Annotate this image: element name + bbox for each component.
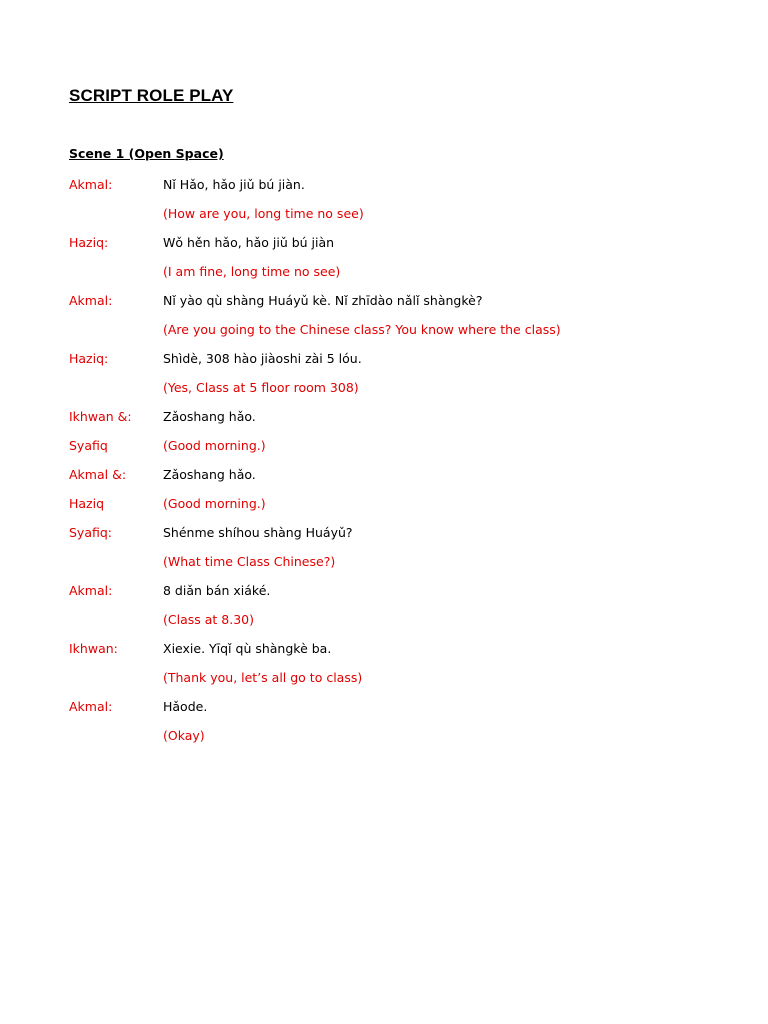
speaker-name: Akmal: bbox=[69, 177, 113, 192]
translation-line bbox=[69, 315, 729, 344]
speaker-name: Syafiq bbox=[69, 438, 108, 453]
translation-text: (Good morning.) bbox=[163, 438, 266, 453]
speaker-name: Akmal: bbox=[69, 699, 113, 714]
dialogue-line bbox=[69, 634, 729, 663]
translation-text: (Yes, Class at 5 floor room 308) bbox=[163, 380, 359, 395]
dialogue-text: Shìdè, 308 hào jiàoshi zài 5 lóu. bbox=[163, 351, 362, 366]
document-title: SCRIPT ROLE PLAY bbox=[69, 86, 234, 105]
scene-heading: Scene 1 (Open Space) bbox=[69, 146, 224, 161]
speaker-name: Haziq: bbox=[69, 351, 109, 366]
speaker-name: Akmal: bbox=[69, 583, 113, 598]
speaker-name: Haziq bbox=[69, 496, 105, 511]
dialogue-text: Shénme shíhou shàng Huáyǔ? bbox=[163, 525, 353, 540]
speaker-name: Ikhwan &: bbox=[69, 409, 132, 424]
translation-line bbox=[69, 199, 729, 228]
script-body bbox=[69, 170, 729, 750]
translation-text: (Class at 8.30) bbox=[163, 612, 254, 627]
dialogue-text: Wǒ hěn hǎo, hǎo jiǔ bú jiàn bbox=[163, 235, 335, 250]
translation-line bbox=[69, 431, 729, 460]
translation-text: (Thank you, let’s all go to class) bbox=[163, 670, 363, 685]
dialogue-text: Zǎoshang hǎo. bbox=[163, 409, 256, 424]
dialogue-line bbox=[69, 344, 729, 373]
speaker-name: Akmal: bbox=[69, 293, 113, 308]
translation-text: (Good morning.) bbox=[163, 496, 266, 511]
translation-text: (How are you, long time no see) bbox=[163, 206, 364, 221]
translation-line bbox=[69, 721, 729, 750]
dialogue-text: Zǎoshang hǎo. bbox=[163, 467, 256, 482]
translation-line bbox=[69, 373, 729, 402]
dialogue-text: Nǐ yào qù shàng Huáyǔ kè. Nǐ zhīdào nǎlǐ shàngkè? bbox=[163, 293, 483, 308]
translation-line bbox=[69, 489, 729, 518]
translation-line bbox=[69, 547, 729, 576]
speaker-name: Haziq: bbox=[69, 235, 109, 250]
dialogue-line bbox=[69, 170, 729, 199]
dialogue-line bbox=[69, 228, 729, 257]
dialogue-line bbox=[69, 692, 729, 721]
speaker-name: Ikhwan: bbox=[69, 641, 118, 656]
translation-line bbox=[69, 605, 729, 634]
dialogue-text: Xiexie. Yīqǐ qù shàngkè ba. bbox=[163, 641, 332, 656]
speaker-name: Syafiq: bbox=[69, 525, 113, 540]
dialogue-line bbox=[69, 286, 729, 315]
dialogue-line bbox=[69, 402, 729, 431]
translation-line bbox=[69, 663, 729, 692]
translation-text: (I am fine, long time no see) bbox=[163, 264, 341, 279]
dialogue-line bbox=[69, 460, 729, 489]
translation-text: (What time Class Chinese?) bbox=[163, 554, 336, 569]
dialogue-line bbox=[69, 518, 729, 547]
translation-text: (Okay) bbox=[163, 728, 205, 743]
translation-line bbox=[69, 257, 729, 286]
dialogue-text: Nǐ Hǎo, hǎo jiǔ bú jiàn. bbox=[163, 177, 305, 192]
dialogue-line bbox=[69, 576, 729, 605]
dialogue-text: Hǎode. bbox=[163, 699, 208, 714]
dialogue-text: 8 diǎn bán xiáké. bbox=[163, 583, 271, 598]
speaker-name: Akmal &: bbox=[69, 467, 127, 482]
translation-text: (Are you going to the Chinese class? You know where the class) bbox=[163, 322, 561, 337]
